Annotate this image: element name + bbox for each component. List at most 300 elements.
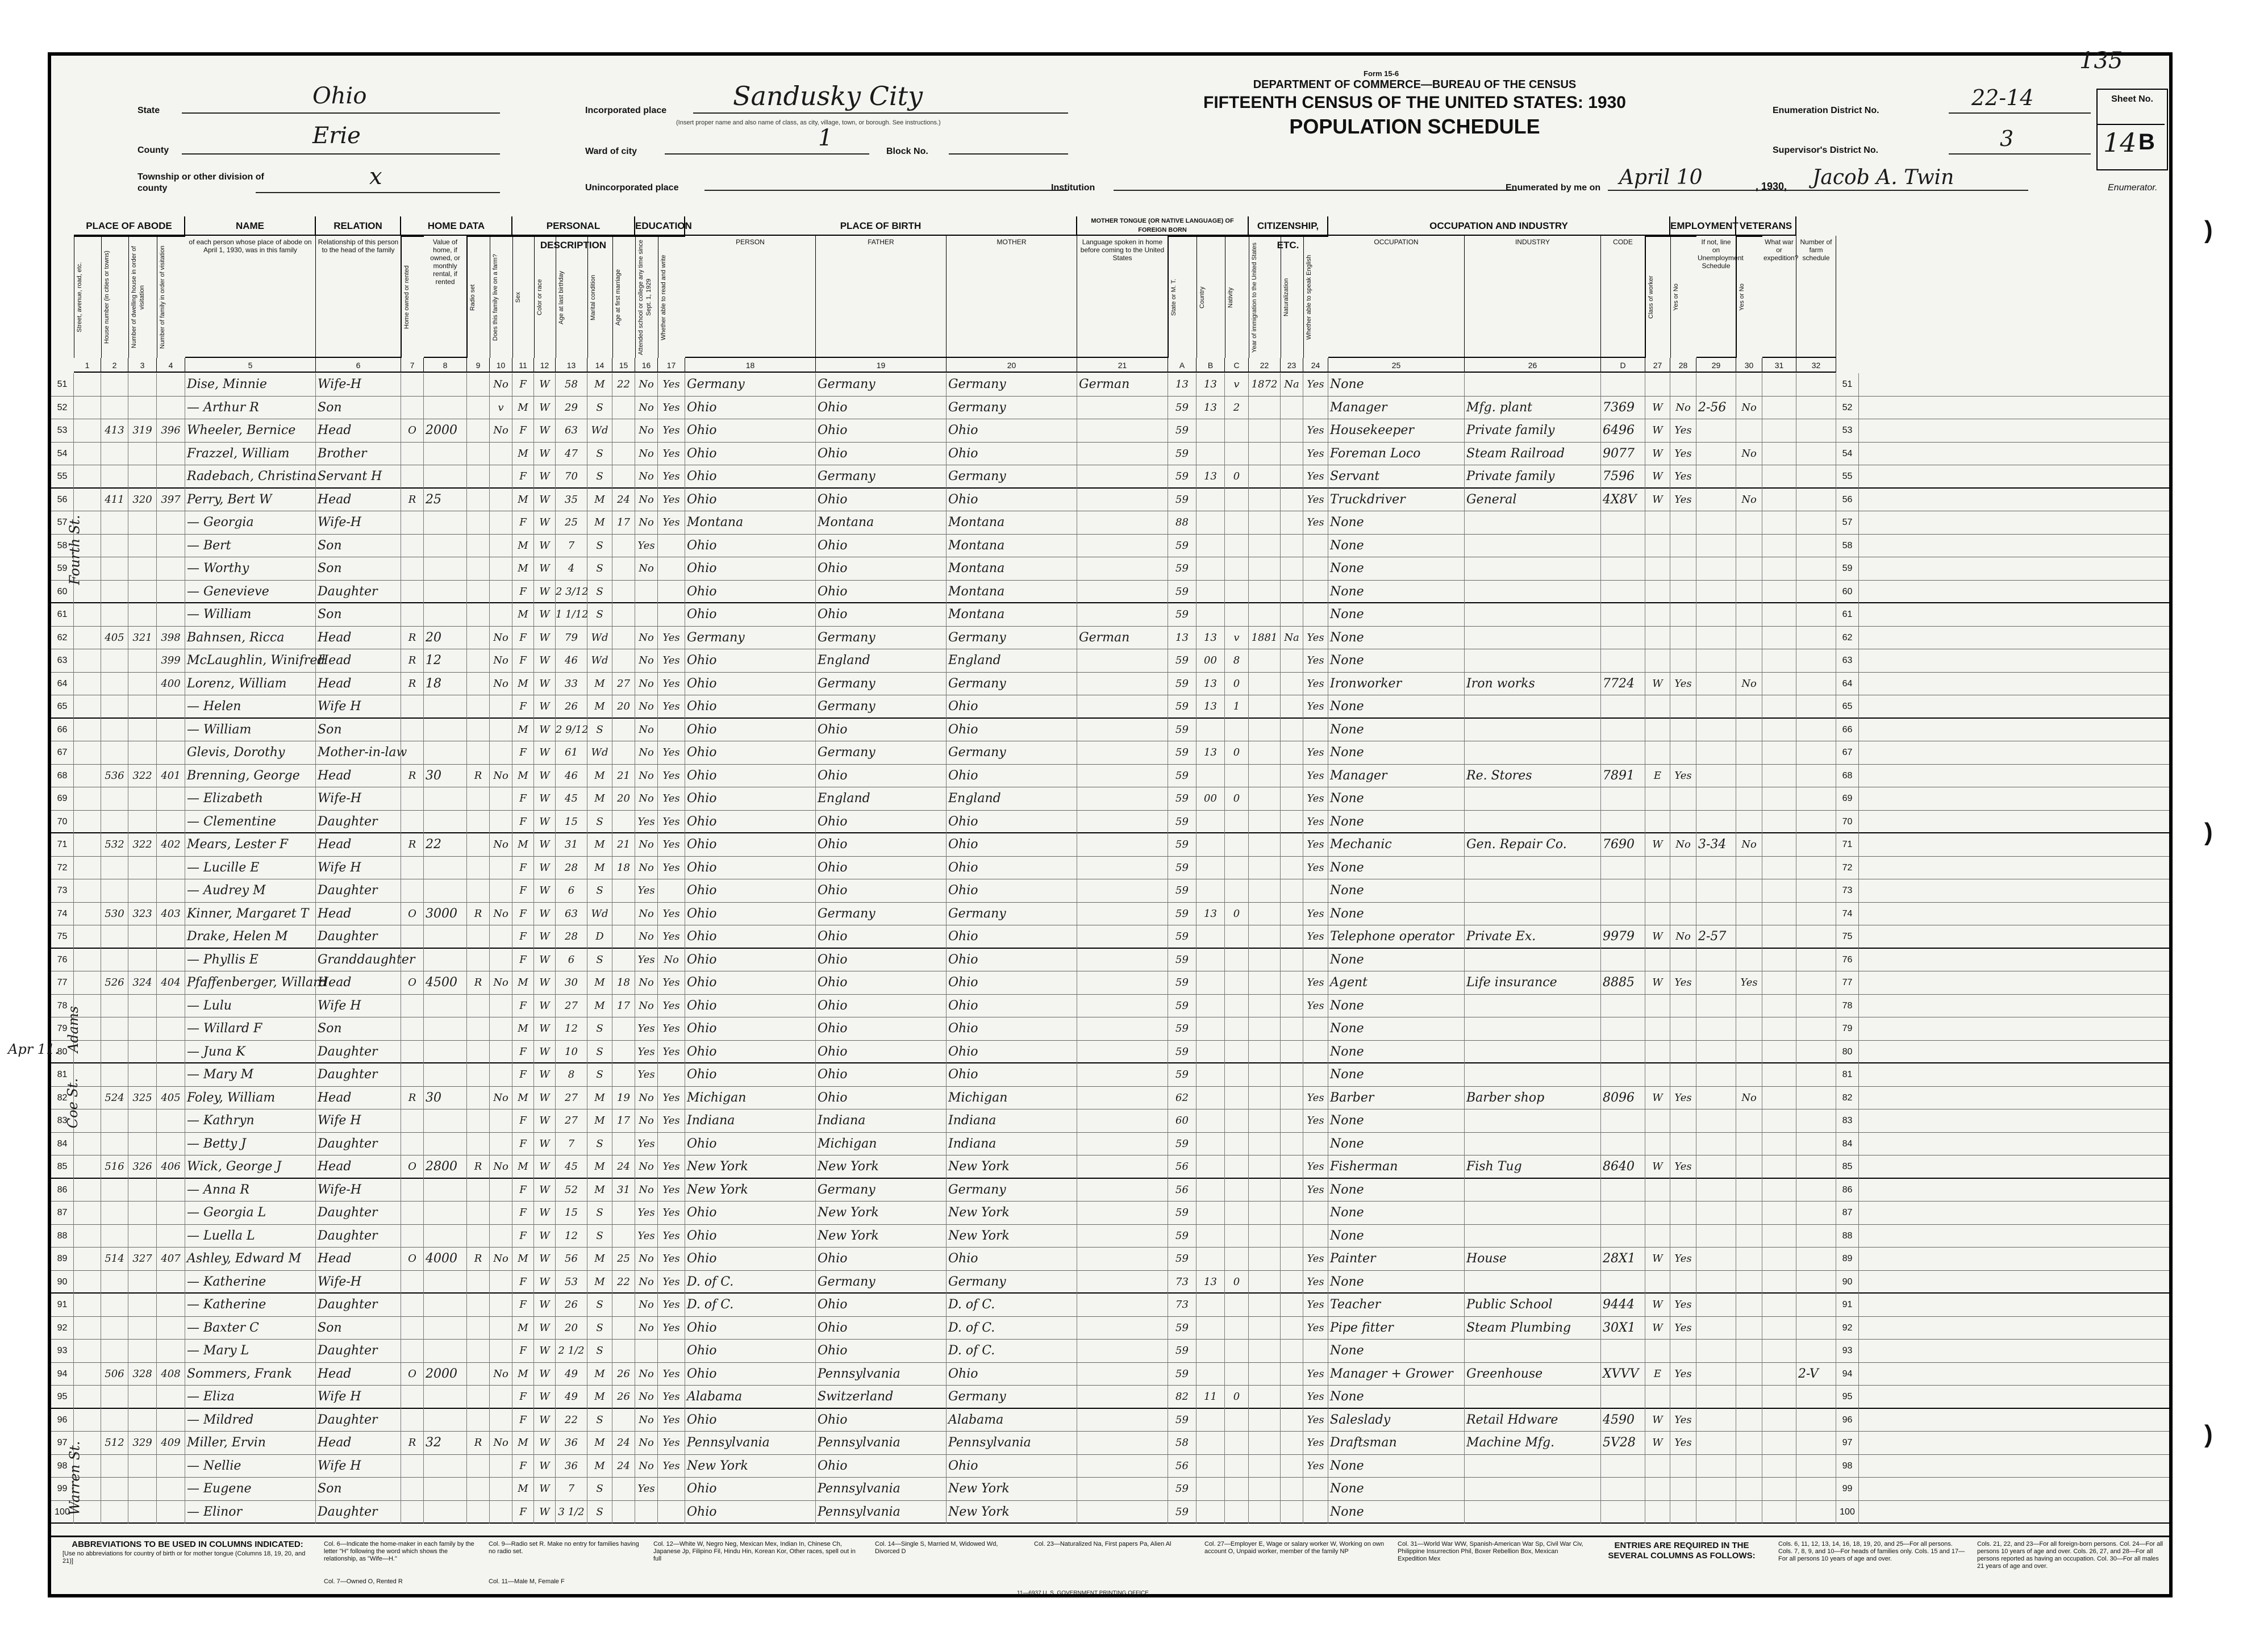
table-cell: Yes bbox=[1303, 1294, 1328, 1317]
table-cell: M bbox=[512, 1478, 534, 1501]
line-number: 83 bbox=[51, 1109, 74, 1133]
table-cell bbox=[1281, 1063, 1303, 1087]
table-cell: 31 bbox=[556, 833, 587, 857]
table-cell bbox=[1796, 1455, 1836, 1478]
table-cell: Yes bbox=[1670, 1294, 1696, 1317]
table-cell bbox=[401, 1017, 424, 1041]
table-cell: 18 bbox=[424, 673, 467, 696]
table-cell bbox=[1249, 1432, 1281, 1455]
table-cell: Pennsylvania bbox=[816, 1478, 947, 1501]
table-cell bbox=[1696, 443, 1736, 466]
table-row bbox=[51, 603, 2169, 627]
column-header: Street, avenue, road, etc. bbox=[74, 236, 101, 358]
line-number: 86 bbox=[51, 1179, 74, 1202]
table-cell: Head bbox=[316, 673, 401, 696]
table-row bbox=[51, 903, 2169, 926]
table-cell bbox=[1762, 1248, 1796, 1271]
table-cell bbox=[1762, 1340, 1796, 1363]
table-row bbox=[51, 1363, 2169, 1386]
table-cell: 17 bbox=[612, 511, 635, 535]
county-value: Erie bbox=[312, 123, 361, 149]
table-cell bbox=[424, 511, 467, 535]
table-cell bbox=[490, 1041, 512, 1064]
column-header: PERSON bbox=[685, 236, 816, 358]
table-cell bbox=[1249, 1155, 1281, 1179]
table-cell: Ohio bbox=[816, 857, 947, 880]
table-cell: Daughter bbox=[316, 879, 401, 903]
table-cell bbox=[1303, 949, 1328, 972]
table-cell bbox=[1601, 995, 1645, 1018]
table-cell bbox=[1696, 1133, 1736, 1156]
table-cell: R bbox=[467, 971, 490, 995]
line-number: 72 bbox=[51, 857, 74, 880]
table-cell bbox=[1762, 1041, 1796, 1064]
table-cell bbox=[1796, 397, 1836, 420]
table-cell bbox=[467, 1478, 490, 1501]
table-cell: 7 bbox=[556, 1133, 587, 1156]
table-cell: S bbox=[587, 1202, 612, 1225]
table-cell bbox=[658, 535, 685, 558]
table-cell: 35 bbox=[556, 489, 587, 512]
table-cell: None bbox=[1328, 557, 1465, 581]
table-cell bbox=[74, 765, 101, 788]
table-cell bbox=[157, 1478, 185, 1501]
table-cell: Germany bbox=[816, 465, 947, 489]
table-cell: Housekeeper bbox=[1328, 419, 1465, 443]
table-cell bbox=[1303, 1202, 1328, 1225]
table-cell bbox=[424, 1179, 467, 1202]
table-cell: Germany bbox=[947, 465, 1077, 489]
table-cell bbox=[1196, 1478, 1225, 1501]
table-cell bbox=[1303, 603, 1328, 627]
table-cell: 59 bbox=[1168, 673, 1196, 696]
table-cell bbox=[1281, 949, 1303, 972]
table-cell bbox=[1762, 1455, 1796, 1478]
table-cell: No bbox=[635, 971, 658, 995]
table-cell: — William bbox=[185, 603, 316, 627]
table-cell: F bbox=[512, 1455, 534, 1478]
table-cell: 1 bbox=[1225, 695, 1249, 719]
table-cell: 21 bbox=[612, 833, 635, 857]
table-cell bbox=[490, 443, 512, 466]
table-cell bbox=[1645, 603, 1670, 627]
table-cell: F bbox=[512, 419, 534, 443]
table-cell bbox=[1601, 1271, 1645, 1294]
table-cell: 4X8V bbox=[1601, 489, 1645, 512]
table-cell: No bbox=[658, 949, 685, 972]
table-cell: Foley, William bbox=[185, 1087, 316, 1110]
section-header: CITIZENSHIP, ETC. bbox=[1249, 216, 1328, 236]
footer-col7: Col. 7—Owned O, Rented R bbox=[324, 1578, 403, 1585]
table-cell bbox=[128, 1294, 157, 1317]
line-number: 85 bbox=[1836, 1155, 1859, 1179]
table-cell bbox=[1303, 1340, 1328, 1363]
table-cell: Saleslady bbox=[1328, 1409, 1465, 1432]
table-cell: Yes bbox=[1670, 1087, 1696, 1110]
table-cell bbox=[401, 857, 424, 880]
table-cell bbox=[1762, 1087, 1796, 1110]
table-cell: 1881 bbox=[1249, 627, 1281, 650]
table-cell: Miller, Ervin bbox=[185, 1432, 316, 1455]
table-cell: Germany bbox=[816, 673, 947, 696]
table-cell bbox=[1601, 695, 1645, 719]
table-cell bbox=[1303, 1133, 1328, 1156]
table-cell bbox=[1225, 857, 1249, 880]
table-cell: Switzerland bbox=[816, 1386, 947, 1409]
table-cell: 88 bbox=[1168, 511, 1196, 535]
table-cell bbox=[490, 1271, 512, 1294]
table-cell: E bbox=[1645, 765, 1670, 788]
table-cell bbox=[1249, 465, 1281, 489]
table-cell bbox=[467, 1041, 490, 1064]
table-cell bbox=[1696, 1087, 1736, 1110]
table-cell: 13 bbox=[1196, 373, 1225, 397]
table-cell bbox=[490, 1340, 512, 1363]
table-cell: D. of C. bbox=[685, 1294, 816, 1317]
table-cell bbox=[157, 879, 185, 903]
table-cell: Yes bbox=[1670, 1248, 1696, 1271]
table-cell: W bbox=[1645, 1317, 1670, 1340]
column-number: 3 bbox=[128, 358, 157, 373]
table-cell bbox=[128, 995, 157, 1018]
table-cell bbox=[490, 1133, 512, 1156]
table-cell: Wd bbox=[587, 627, 612, 650]
table-cell: Yes bbox=[635, 1478, 658, 1501]
table-cell: 59 bbox=[1168, 1041, 1196, 1064]
table-cell bbox=[1762, 489, 1796, 512]
table-cell bbox=[74, 603, 101, 627]
table-cell bbox=[1736, 741, 1762, 765]
table-cell: Ohio bbox=[816, 1041, 947, 1064]
table-cell: 319 bbox=[128, 419, 157, 443]
table-cell bbox=[1762, 971, 1796, 995]
table-cell bbox=[1670, 1017, 1696, 1041]
table-cell bbox=[1465, 511, 1601, 535]
table-cell: W bbox=[534, 557, 556, 581]
table-cell bbox=[1601, 581, 1645, 604]
table-cell bbox=[1196, 1202, 1225, 1225]
table-cell: 7724 bbox=[1601, 673, 1645, 696]
table-cell bbox=[401, 1317, 424, 1340]
table-cell bbox=[101, 557, 128, 581]
table-cell bbox=[1281, 419, 1303, 443]
table-cell: 22 bbox=[612, 1271, 635, 1294]
table-cell: Ohio bbox=[816, 765, 947, 788]
table-cell: 59 bbox=[1168, 879, 1196, 903]
table-row bbox=[51, 649, 2169, 673]
table-cell bbox=[1696, 1386, 1736, 1409]
table-cell bbox=[424, 787, 467, 811]
table-cell bbox=[1249, 925, 1281, 949]
table-cell bbox=[1762, 833, 1796, 857]
table-cell bbox=[467, 1271, 490, 1294]
table-cell: None bbox=[1328, 603, 1465, 627]
table-cell: 49 bbox=[556, 1386, 587, 1409]
table-cell: Wd bbox=[587, 649, 612, 673]
table-cell: — Katherine bbox=[185, 1294, 316, 1317]
table-cell: No bbox=[490, 1363, 512, 1386]
table-cell bbox=[1796, 1501, 1836, 1524]
table-cell bbox=[128, 879, 157, 903]
table-cell bbox=[1196, 949, 1225, 972]
table-cell bbox=[101, 1041, 128, 1064]
table-cell: S bbox=[587, 719, 612, 742]
table-cell: 70 bbox=[556, 465, 587, 489]
table-cell bbox=[467, 443, 490, 466]
table-cell: Germany bbox=[816, 903, 947, 926]
table-cell bbox=[1303, 535, 1328, 558]
table-cell bbox=[1077, 719, 1168, 742]
table-row bbox=[51, 1501, 2169, 1524]
table-cell bbox=[101, 741, 128, 765]
table-cell: Son bbox=[316, 1317, 401, 1340]
table-cell bbox=[424, 1202, 467, 1225]
table-cell: F bbox=[512, 995, 534, 1018]
table-cell: Head bbox=[316, 649, 401, 673]
table-cell bbox=[1601, 1041, 1645, 1064]
table-cell: Head bbox=[316, 765, 401, 788]
table-row bbox=[51, 695, 2169, 719]
table-cell bbox=[1281, 1501, 1303, 1524]
table-cell: 526 bbox=[101, 971, 128, 995]
table-cell bbox=[1465, 627, 1601, 650]
table-cell bbox=[1225, 1225, 1249, 1248]
abbrev-title: ABBREVIATIONS TO BE USED IN COLUMNS INDICATED: bbox=[72, 1540, 303, 1549]
table-cell bbox=[1645, 1501, 1670, 1524]
column-header: What war or expedition? bbox=[1762, 236, 1796, 358]
table-cell bbox=[1281, 1225, 1303, 1248]
table-cell: F bbox=[512, 373, 534, 397]
table-cell: Yes bbox=[1303, 1155, 1328, 1179]
table-cell: W bbox=[534, 673, 556, 696]
table-cell bbox=[1281, 443, 1303, 466]
column-number: 31 bbox=[1762, 358, 1796, 373]
table-cell bbox=[424, 1386, 467, 1409]
table-cell: 9979 bbox=[1601, 925, 1645, 949]
table-cell: England bbox=[947, 649, 1077, 673]
table-cell bbox=[490, 811, 512, 834]
table-cell: W bbox=[534, 1501, 556, 1524]
table-cell: 19 bbox=[612, 1087, 635, 1110]
table-cell bbox=[1249, 1501, 1281, 1524]
table-cell bbox=[1736, 903, 1762, 926]
table-cell bbox=[1762, 741, 1796, 765]
line-number: 81 bbox=[1836, 1063, 1859, 1087]
table-cell bbox=[74, 1363, 101, 1386]
line-number: 89 bbox=[51, 1248, 74, 1271]
table-cell: Yes bbox=[1670, 673, 1696, 696]
section-header: EMPLOYMENT bbox=[1670, 216, 1736, 236]
table-cell: 329 bbox=[128, 1432, 157, 1455]
table-cell: No bbox=[635, 833, 658, 857]
table-cell bbox=[1736, 695, 1762, 719]
table-cell bbox=[1762, 995, 1796, 1018]
table-cell: Yes bbox=[658, 833, 685, 857]
table-cell bbox=[424, 1133, 467, 1156]
table-cell bbox=[1196, 879, 1225, 903]
table-cell: No bbox=[490, 1248, 512, 1271]
table-cell bbox=[1281, 787, 1303, 811]
table-cell bbox=[128, 695, 157, 719]
table-cell bbox=[467, 949, 490, 972]
table-cell: 6 bbox=[556, 879, 587, 903]
table-cell bbox=[74, 1271, 101, 1294]
table-cell bbox=[1077, 1041, 1168, 1064]
table-cell bbox=[1696, 1501, 1736, 1524]
table-cell: 326 bbox=[128, 1155, 157, 1179]
table-cell: 396 bbox=[157, 419, 185, 443]
line-number: 53 bbox=[51, 419, 74, 443]
table-cell: 12 bbox=[556, 1017, 587, 1041]
table-cell: M bbox=[512, 535, 534, 558]
table-cell: W bbox=[534, 741, 556, 765]
table-cell: 13 bbox=[1196, 903, 1225, 926]
table-cell bbox=[1196, 1063, 1225, 1087]
table-cell bbox=[1796, 833, 1836, 857]
table-cell bbox=[1465, 1017, 1601, 1041]
table-cell bbox=[1281, 557, 1303, 581]
table-cell: R bbox=[401, 673, 424, 696]
table-cell: S bbox=[587, 1501, 612, 1524]
table-cell bbox=[1249, 995, 1281, 1018]
table-cell: R bbox=[401, 489, 424, 512]
table-row bbox=[51, 1340, 2169, 1363]
footer-col9: Col. 9—Radio set R. Make no entry for families having no radio set. bbox=[489, 1541, 639, 1555]
table-cell bbox=[612, 1041, 635, 1064]
table-cell: Pipe fitter bbox=[1328, 1317, 1465, 1340]
table-cell: 408 bbox=[157, 1363, 185, 1386]
table-row bbox=[51, 765, 2169, 788]
table-cell: None bbox=[1328, 1271, 1465, 1294]
table-cell: Frazzel, William bbox=[185, 443, 316, 466]
table-cell: 73 bbox=[1168, 1271, 1196, 1294]
table-cell: M bbox=[587, 373, 612, 397]
table-cell: Ohio bbox=[685, 535, 816, 558]
table-cell bbox=[612, 397, 635, 420]
table-cell: Wd bbox=[587, 903, 612, 926]
table-cell: — Willard F bbox=[185, 1017, 316, 1041]
table-cell bbox=[401, 949, 424, 972]
table-cell: Ohio bbox=[816, 1063, 947, 1087]
table-cell: 13 bbox=[1196, 741, 1225, 765]
table-cell: Sommers, Frank bbox=[185, 1363, 316, 1386]
table-cell: Daughter bbox=[316, 811, 401, 834]
table-cell bbox=[1281, 925, 1303, 949]
table-cell bbox=[1601, 1133, 1645, 1156]
table-cell: O bbox=[401, 419, 424, 443]
table-cell bbox=[1796, 695, 1836, 719]
table-cell bbox=[658, 1478, 685, 1501]
table-cell: Yes bbox=[1303, 833, 1328, 857]
table-row bbox=[51, 511, 2169, 535]
table-cell bbox=[74, 787, 101, 811]
table-cell: W bbox=[534, 833, 556, 857]
table-cell bbox=[401, 1340, 424, 1363]
table-cell bbox=[1077, 1155, 1168, 1179]
table-cell bbox=[1670, 603, 1696, 627]
table-cell bbox=[1601, 741, 1645, 765]
table-cell: F bbox=[512, 879, 534, 903]
table-cell bbox=[612, 1478, 635, 1501]
table-cell bbox=[74, 373, 101, 397]
table-cell bbox=[1696, 1317, 1736, 1340]
table-cell bbox=[1281, 719, 1303, 742]
table-cell: 18 bbox=[612, 857, 635, 880]
table-row bbox=[51, 1271, 2169, 1294]
table-cell: 58 bbox=[1168, 1432, 1196, 1455]
table-cell bbox=[612, 925, 635, 949]
column-header: Yes or No bbox=[1670, 236, 1696, 358]
table-cell: 22 bbox=[424, 833, 467, 857]
table-cell: No bbox=[1670, 925, 1696, 949]
table-cell bbox=[1670, 879, 1696, 903]
table-cell bbox=[157, 1063, 185, 1087]
table-cell bbox=[157, 1271, 185, 1294]
table-cell: Servant bbox=[1328, 465, 1465, 489]
table-cell: Daughter bbox=[316, 1501, 401, 1524]
table-cell bbox=[1465, 857, 1601, 880]
table-cell bbox=[1736, 1363, 1762, 1386]
table-cell: 59 bbox=[1168, 603, 1196, 627]
table-cell bbox=[424, 695, 467, 719]
table-cell: Yes bbox=[1670, 1155, 1696, 1179]
table-cell: 9077 bbox=[1601, 443, 1645, 466]
table-cell: Yes bbox=[1303, 1179, 1328, 1202]
table-cell bbox=[658, 719, 685, 742]
table-cell: S bbox=[587, 1409, 612, 1432]
table-cell bbox=[1077, 465, 1168, 489]
table-cell: No bbox=[1736, 397, 1762, 420]
table-cell bbox=[128, 443, 157, 466]
table-cell: No bbox=[635, 1386, 658, 1409]
table-cell bbox=[1762, 1386, 1796, 1409]
table-cell: W bbox=[534, 1017, 556, 1041]
table-cell bbox=[1077, 903, 1168, 926]
table-cell: S bbox=[587, 1063, 612, 1087]
table-cell bbox=[101, 1271, 128, 1294]
table-cell: Yes bbox=[658, 1409, 685, 1432]
table-cell: Ohio bbox=[685, 787, 816, 811]
table-cell bbox=[1281, 1133, 1303, 1156]
table-cell: Re. Stores bbox=[1465, 765, 1601, 788]
table-cell: Ohio bbox=[947, 971, 1077, 995]
line-number: 88 bbox=[1836, 1225, 1859, 1248]
table-cell: 30 bbox=[424, 765, 467, 788]
table-cell: Yes bbox=[635, 1063, 658, 1087]
table-cell bbox=[1796, 995, 1836, 1018]
line-number: 71 bbox=[1836, 833, 1859, 857]
table-cell: 27 bbox=[612, 673, 635, 696]
table-cell bbox=[1670, 1455, 1696, 1478]
table-cell bbox=[1225, 719, 1249, 742]
table-cell bbox=[424, 1294, 467, 1317]
table-cell: None bbox=[1328, 949, 1465, 972]
table-cell: M bbox=[587, 971, 612, 995]
table-cell bbox=[1796, 419, 1836, 443]
table-cell: Montana bbox=[947, 511, 1077, 535]
table-cell bbox=[401, 1386, 424, 1409]
column-number: 11 bbox=[512, 358, 534, 373]
incorporated-value: Sandusky City bbox=[733, 81, 923, 111]
table-cell: Ohio bbox=[816, 419, 947, 443]
table-row bbox=[51, 1455, 2169, 1478]
column-header: FATHER bbox=[816, 236, 947, 358]
table-cell bbox=[1196, 1317, 1225, 1340]
table-cell: Ohio bbox=[685, 741, 816, 765]
table-cell bbox=[157, 1294, 185, 1317]
table-cell: No bbox=[635, 719, 658, 742]
table-cell: Ohio bbox=[947, 1248, 1077, 1271]
